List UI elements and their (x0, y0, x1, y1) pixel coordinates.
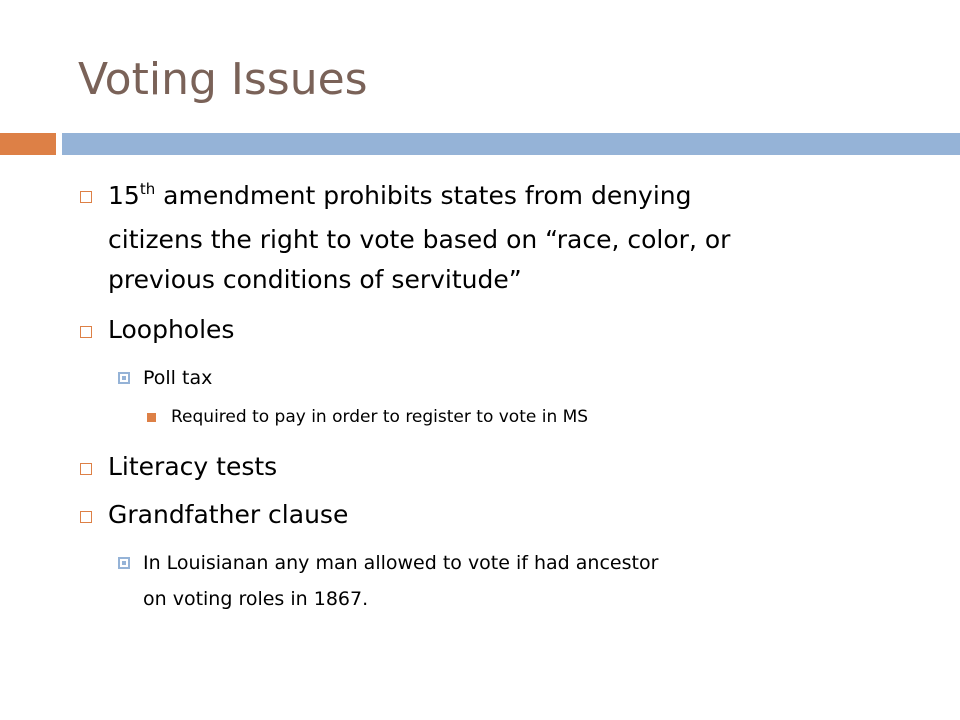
bullet-text-grandfather-clause: Grandfather clause (108, 500, 349, 529)
bullet-text: amendment prohibits states from denying (155, 181, 692, 210)
bullet-text-number: 15 (108, 181, 140, 210)
sub-bullet-text-louisiana-line-2: on voting roles in 1867. (143, 588, 369, 610)
bullet-text-15th-amendment-line-3: previous conditions of servitude” (108, 265, 522, 294)
sub-bullet-text-poll-tax: Poll tax (143, 367, 213, 389)
bullet-text-15th-amendment-line-1 (108, 178, 692, 214)
inset-square-bullet-icon (118, 557, 130, 569)
filled-square-bullet-icon (147, 413, 156, 422)
hollow-square-bullet-icon (80, 326, 92, 338)
bullet-text-15th-amendment-line-2: citizens the right to vote based on “race, color, or (108, 225, 731, 254)
hollow-square-bullet-icon (80, 191, 92, 203)
hollow-square-bullet-icon (80, 511, 92, 523)
sub-sub-bullet-text-required-to-pay: Required to pay in order to register to vote in MS (171, 407, 589, 427)
sub-bullet-text-louisiana-line-1: In Louisianan any man allowed to vote if had ancestor (143, 552, 659, 574)
inset-square-bullet-icon (118, 372, 130, 384)
superscript-ordinal: th (139, 180, 156, 198)
slide-title: Voting Issues (78, 54, 368, 105)
bullet-text-literacy-tests: Literacy tests (108, 452, 278, 481)
bullet-text-loopholes: Loopholes (108, 315, 235, 344)
hollow-square-bullet-icon (80, 463, 92, 475)
